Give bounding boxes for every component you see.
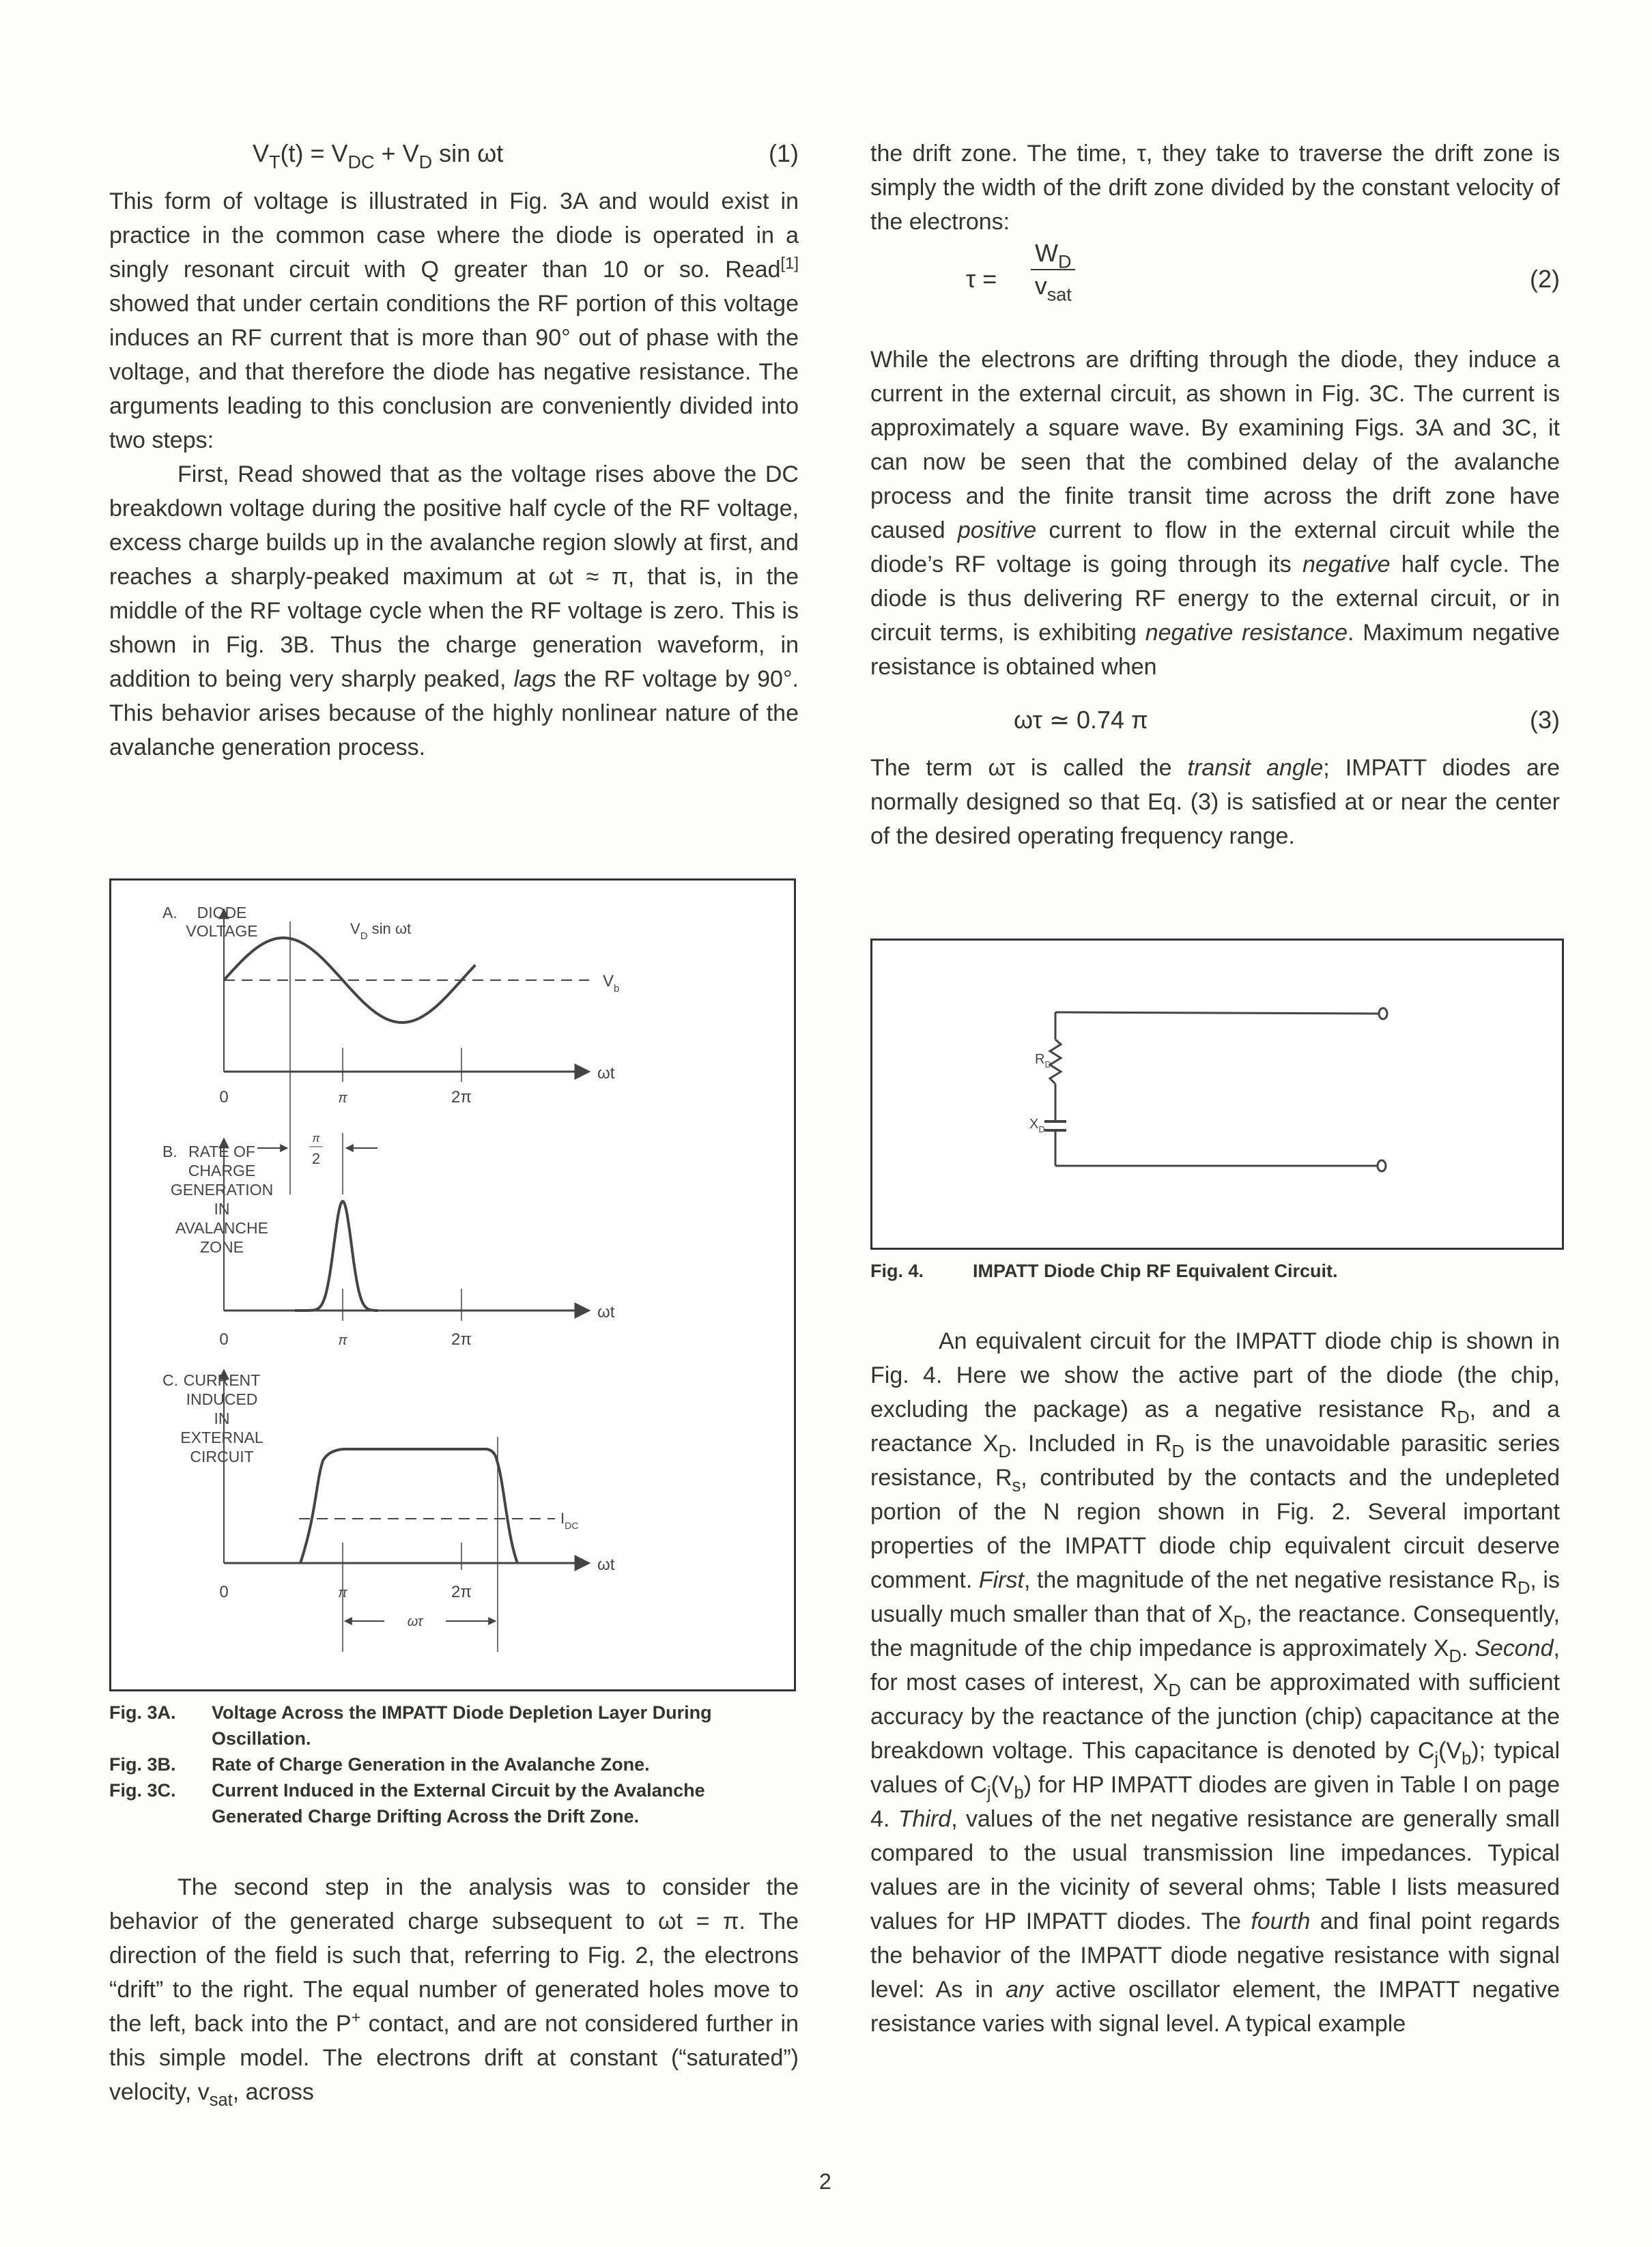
paragraph-form-of-voltage: This form of voltage is illustrated in Fig. 3A and would exist in practice in the common case where the diode is operated in a singly resonant circuit with Q greater than 10 or so. Read[1] showed that under certain conditions the RF portion of this voltage induces an RF current that is more than 90° out of phase with the voltage, and that therefore the diode has negative resistance. The arguments leading to this conclusion are conveniently divided into two steps: (109, 188, 799, 453)
panel-a-curve-label: $V_D$ sin ωt (350, 920, 412, 942)
panel-b (162, 1132, 615, 1349)
equation-2-lhs: τ = (966, 265, 997, 293)
panel-c-label-line: IN (214, 1409, 230, 1427)
panel-b-label-line: RATE OF (188, 1143, 255, 1160)
panel-a-label-line: VOLTAGE (186, 922, 258, 940)
paragraph-transit-angle: The term ωτ is called the transit angle; IMPATT diodes are normally designed so that Eq. (3) is satisfied at or near the center of the desired operating frequency range. (870, 755, 1560, 849)
figure-3-captions (109, 1700, 806, 1829)
equation-1 (109, 137, 799, 177)
figure-4-caption: Fig. 4. IMPATT Diode Chip RF Equivalent Circuit. (870, 1261, 1338, 1281)
page-number: 2 (819, 2169, 831, 2194)
figure-3 (109, 878, 796, 1691)
figure-3-diagram (111, 881, 794, 1689)
panel-a-letter: A. (162, 904, 177, 921)
paragraph-induced-current: While the electrons are drifting through the diode, they induce a current in the external circuit, as shown in Fig. 3C. The current is approximately a square wave. By examining Figs. 3A and 3C, it can now be seen that the combined delay of the avalanche process and the finite transit time across the drift zone have caused positive current to flow in the external circuit while the diode’s RF voltage is going through its negative half cycle. The diode is thus delivering RF energy to the external circuit, or in circuit terms, is exhibiting negative resistance. Maximum negative resistance is obtained when (870, 347, 1560, 680)
resistor-rd-symbol (1050, 1040, 1061, 1084)
panel-c-induced-current-curve (300, 1449, 517, 1563)
panel-c-letter: C. (162, 1371, 178, 1389)
equation-2-number: (2) (1530, 265, 1560, 293)
caption-fig-3c: Fig. 3C. Current Induced in the External Circuit by the Avalanche Generated Charge Drifting Across the Drift Zone. (109, 1780, 705, 1827)
panel-c (162, 1370, 615, 1652)
panel-b-label-line: GENERATION (170, 1181, 274, 1199)
circuit-wire-top (1055, 1012, 1379, 1014)
panel-b-letter: B. (162, 1143, 177, 1160)
panel-a (162, 904, 619, 1106)
panel-a-label-line: DIODE (197, 904, 247, 921)
panel-c-label-line: EXTERNAL (180, 1429, 264, 1446)
paragraph-second-step: The second step in the analysis was to consider the behavior of the generated charge subsequent to ωt = π. The direction of the field is such that, referring to Fig. 2, the electrons “drift” to the right. The equal number of generated holes move to the left, back into the P+ contact, and are not considered further in this simple model. The electrons drift at constant (“saturated”) velocity, $v_{sat}$, across (109, 1874, 799, 2110)
panel-b-delay-label-num: π (312, 1132, 320, 1145)
left-column-lower (109, 1870, 799, 2109)
panel-c-idc-label: $I_{DC}$ (560, 1510, 579, 1531)
panel-b-label-line: ZONE (200, 1238, 244, 1256)
panel-a-tick-label: π (338, 1091, 347, 1106)
panel-c-tick-label: 0 (219, 1583, 229, 1601)
left-column (109, 137, 799, 764)
panel-a-tick-label: 2π (451, 1088, 472, 1106)
equation-3-expression: ωτ ≃ 0.74 π (1014, 706, 1148, 734)
panel-b-label-line: AVALANCHE (175, 1219, 268, 1237)
panel-c-tick-label: π (338, 1586, 347, 1601)
panel-b-tick-label: 2π (451, 1330, 472, 1349)
equation-3 (870, 703, 1560, 751)
caption-fig-3a: Fig. 3A. Voltage Across the IMPATT Diode Depletion Layer During Oscillation. (109, 1702, 712, 1749)
terminal-top (1379, 1008, 1387, 1019)
equation-1-number: (1) (769, 139, 799, 167)
panel-a-x-axis-label: ωt (597, 1064, 615, 1083)
panel-c-label-line: INDUCED (186, 1390, 258, 1408)
panel-c-x-axis-label: ωt (597, 1556, 615, 1574)
caption-fig-3b: Fig. 3B. Rate of Charge Generation in the Avalanche Zone. (109, 1754, 650, 1775)
panel-a-tick-label: 0 (219, 1088, 229, 1106)
panel-a-vb-label: $V_b$ (603, 972, 620, 994)
right-column-lower (870, 1324, 1560, 2041)
right-column (870, 137, 1560, 853)
panel-b-tick-label: 0 (219, 1330, 229, 1349)
panel-b-x-axis-label: ωt (597, 1303, 615, 1321)
panel-b-tick-label: π (338, 1333, 347, 1348)
citation-ref-1: [1] (780, 254, 799, 273)
panel-b-label-line: IN (214, 1200, 230, 1218)
paragraph-first-step: First, Read showed that as the voltage rises above the DC breakdown voltage during the positive half cycle of the RF voltage, excess charge builds up in the avalanche region slowly at first, and reaches a sharply-peaked maximum at ωt ≈ π, that is, in the middle of the RF voltage cycle when the RF voltage is zero. This is shown in Fig. 3B. Thus the charge generation waveform, in addition to being very sharply peaked, lags the RF voltage by 90°. This behavior arises because of the highly nonlinear nature of the avalanche generation process. (109, 461, 799, 760)
equation-3-number: (3) (1530, 706, 1560, 734)
equation-2 (870, 239, 1560, 325)
equation-2-fraction: $\frac{W_D}{v_{sat}}$ (1031, 238, 1075, 302)
paragraph-equivalent-circuit: An equivalent circuit for the IMPATT diode chip is shown in Fig. 4. Here we show the active part of the diode (the chip, excluding the package) as a negative resistance $R_D$, and a reactance $X_D$. Included in $R_D$ is the unavoidable parasitic series resistance, $R_s$, contributed by the contacts and the undepleted portion of the N region shown in Fig. 2. Several important properties of the IMPATT diode chip equivalent circuit deserve comment. First, the magnitude of the net negative resistance $R_D$, is usually much smaller than that of $X_D$, the reactance. Consequently, the magnitude of the chip impedance is approximately $X_D$. Second, for most cases of interest, $X_D$ can be approximated with sufficient accuracy by the reactance of the junction (chip) capacitance at the breakdown voltage. This capacitance is denoted by $C_j(V_b)$; typical values of $C_j(V_b)$ for HP IMPATT diodes are given in Table I on page 4. Third, values of the net negative resistance are generally small compared to the usual transmission line impedances. Typical values are in the vicinity of several ohms; Table I lists measured values for HP IMPATT diodes. The fourth and final point regards the behavior of the IMPATT diode negative resistance with signal level: As in any active oscillator element, the IMPATT negative resistance varies with signal level. A typical example (870, 1328, 1560, 2037)
terminal-bottom (1378, 1160, 1386, 1171)
figure-4-circuit-diagram (872, 941, 1562, 1248)
figure-4 (870, 939, 1564, 1250)
panel-c-label-line: CIRCUIT (190, 1448, 254, 1465)
panel-b-delay-label-den: 2 (311, 1150, 321, 1167)
equation-1-expression: $V_T(t) = V_{DC} + V_D$ sin ωt (253, 139, 504, 173)
panel-c-transit-angle-label: ωτ (407, 1614, 423, 1629)
paragraph-drift-zone: the drift zone. The time, τ, they take to traverse the drift zone is simply the width of the drift zone divided by the constant velocity of the electrons: (870, 141, 1560, 235)
panel-c-label-line: CURRENT (183, 1371, 261, 1389)
capacitor-label: $X_D$ (1029, 1117, 1045, 1134)
resistor-label: $R_D$ (1035, 1052, 1051, 1070)
panel-c-tick-label: 2π (451, 1583, 472, 1601)
panel-b-charge-generation-curve (295, 1201, 378, 1311)
panel-b-label-line: CHARGE (188, 1162, 256, 1179)
